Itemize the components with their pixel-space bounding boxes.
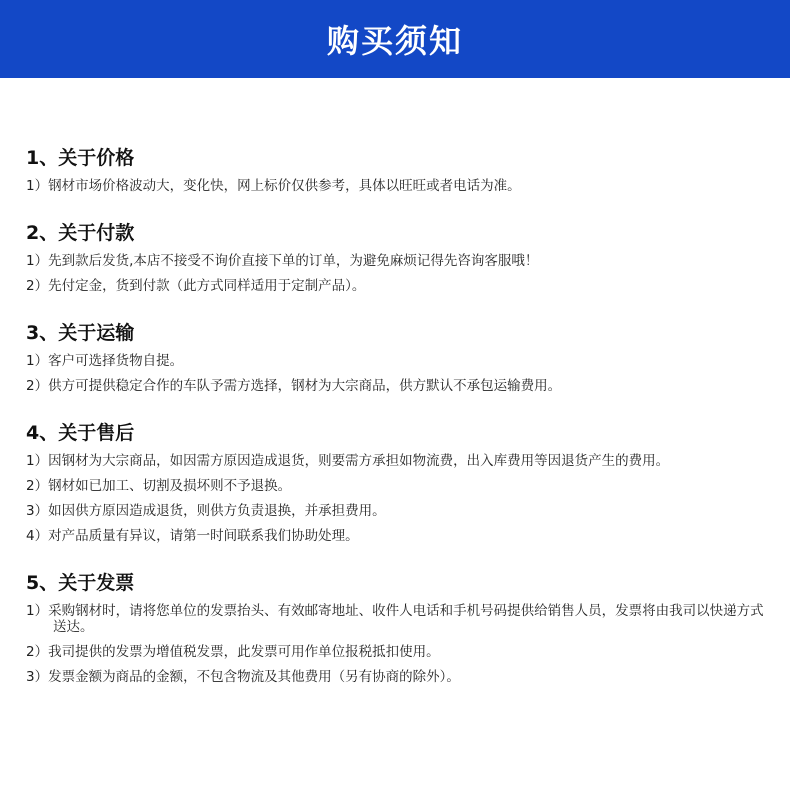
section-item: 3）发票金额为商品的金额，不包含物流及其他费用（另有协商的除外）。 (26, 669, 460, 685)
section-shipping (26, 321, 776, 403)
section-item: 1）钢材市场价格波动大，变化快，网上标价仅供参考，具体以旺旺或者电话为准。 (26, 178, 521, 194)
section-item: 2）钢材如已加工、切割及损坏则不予退换。 (26, 478, 292, 494)
section-item: 4）对产品质量有异议，请第一时间联系我们协助处理。 (26, 528, 359, 544)
section-item: 3）如因供方原因造成退货，则供方负责退换，并承担费用。 (26, 503, 386, 519)
title-banner (0, 0, 790, 78)
page-title: 购买须知 (326, 22, 463, 60)
section-item: 2）先付定金，货到付款（此方式同样适用于定制产品）。 (26, 278, 366, 294)
section-item: 1）采购钢材时，请将您单位的发票抬头、有效邮寄地址、收件人电话和手机号码提供给销售人员，发票将由我司以快递方式送达。 (26, 603, 764, 635)
section-heading: 5、关于发票 (26, 572, 135, 594)
section-heading: 1、关于价格 (26, 147, 135, 169)
section-heading: 4、关于售后 (26, 422, 135, 444)
section-payment (26, 221, 776, 303)
section-invoice (26, 571, 776, 694)
section-price (26, 146, 776, 203)
section-after-sales (26, 421, 776, 553)
section-item: 1）客户可选择货物自提。 (26, 353, 184, 369)
section-heading: 2、关于付款 (26, 222, 135, 244)
section-item: 2）我司提供的发票为增值税发票，此发票可用作单位报税抵扣使用。 (26, 644, 440, 660)
section-item: 1）先到款后发货,本店不接受不询价直接下单的订单，为避免麻烦记得先咨询客服哦！ (26, 253, 539, 269)
section-item: 1）因钢材为大宗商品，如因需方原因造成退货，则要需方承担如物流费，出入库费用等因退货产生的费用。 (26, 453, 670, 469)
section-heading: 3、关于运输 (26, 322, 135, 344)
notice-content (0, 78, 790, 787)
section-item: 2）供方可提供稳定合作的车队予需方选择，钢材为大宗商品，供方默认不承包运输费用。 (26, 378, 562, 394)
